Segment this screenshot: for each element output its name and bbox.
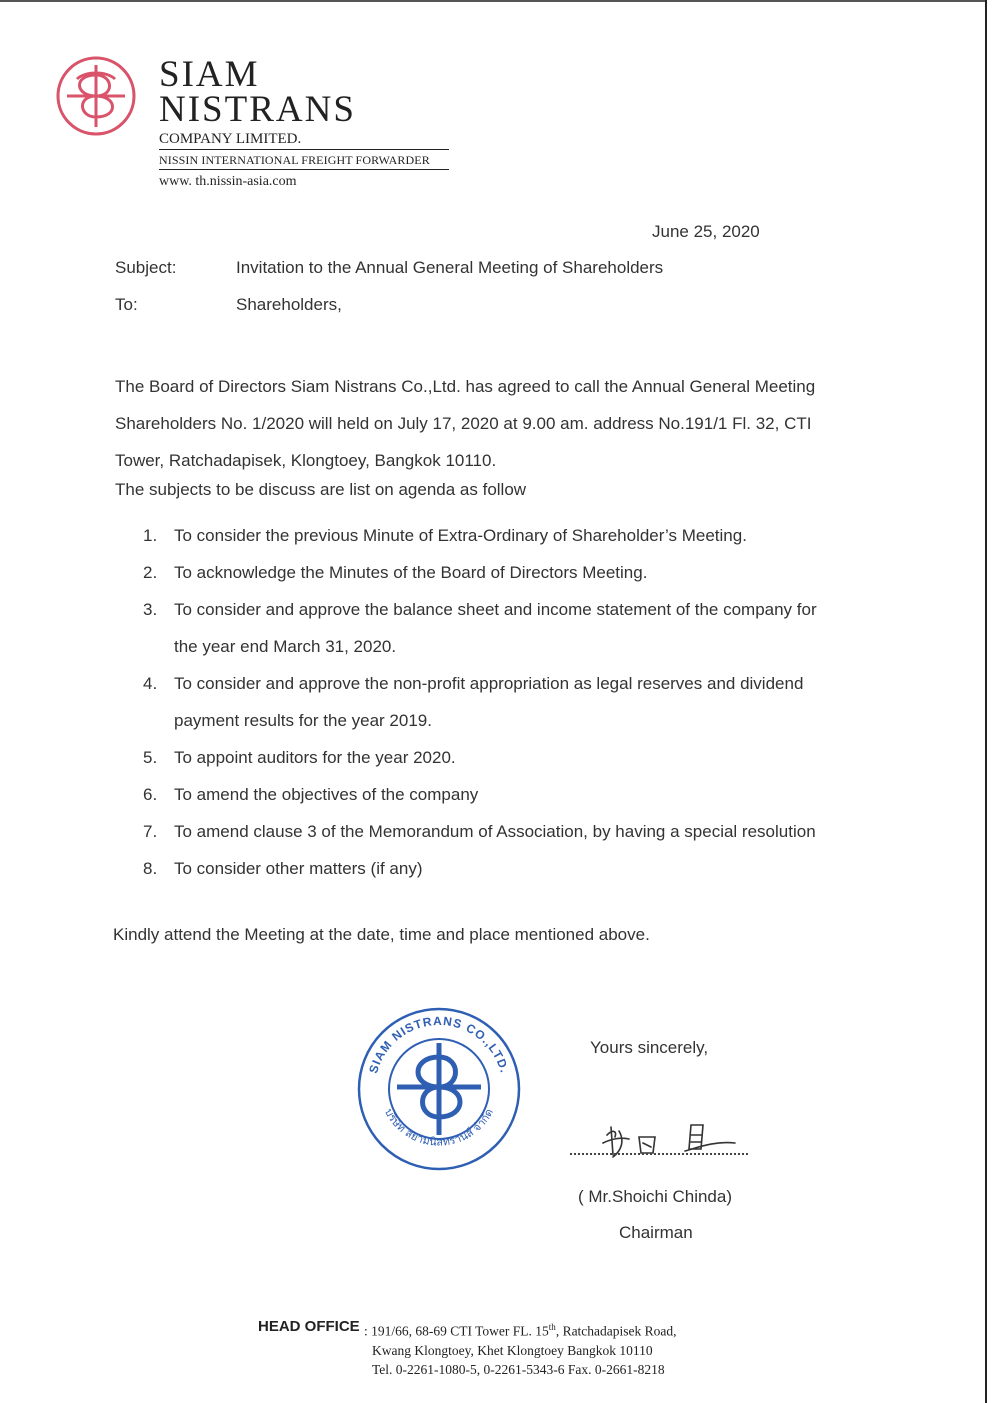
agenda-text: To amend clause 3 of the Memorandum of Association, by having a special resolution: [174, 822, 816, 841]
body-line: Shareholders No. 1/2020 will held on July 17, 2020 at 9.00 am. address No.191/1 Fl. 32, CTI: [115, 414, 812, 433]
agenda-item: [143, 850, 863, 887]
closing-sentence: Kindly attend the Meeting at the date, time and place mentioned above.: [113, 925, 650, 944]
company-name-line2: NISTRANS: [159, 89, 356, 130]
address-line3: Tel. 0-2261-1080-5, 0-2261-5343-6 Fax. 0-2661-8218: [372, 1361, 665, 1377]
agenda-number: 6.: [143, 785, 158, 804]
company-name-line1: SIAM: [159, 54, 260, 95]
signature-line: [570, 1153, 748, 1155]
agenda-item: [143, 591, 863, 665]
agenda-text: the year end March 31, 2020.: [174, 637, 397, 656]
agenda-text: To amend the objectives of the company: [174, 785, 479, 804]
agenda-number: 3.: [143, 600, 158, 619]
agenda-number: 1.: [143, 526, 158, 545]
agenda-number: 2.: [143, 563, 158, 582]
agenda-item: [143, 665, 863, 739]
handwritten-signature-icon: [595, 1117, 745, 1162]
seal-text-top: SIAM NISTRANS CO.,LTD.: [366, 1013, 512, 1075]
agenda-text: To consider and approve the balance sheet and income statement of the company for: [174, 600, 817, 619]
agenda-intro: The subjects to be discuss are list on agenda as follow: [115, 480, 527, 499]
company-website: www. th.nissin-asia.com: [159, 174, 297, 189]
agenda-list: [143, 517, 863, 887]
to-label: To:: [115, 295, 138, 314]
signer-title: Chairman: [619, 1223, 693, 1242]
subject-text: Invitation to the Annual General Meeting of Shareholders: [236, 258, 664, 277]
right-edge-line: [985, 0, 987, 1403]
agenda-text: To consider the previous Minute of Extra-Ordinary of Shareholder’s Meeting.: [174, 526, 747, 545]
agenda-item: [143, 554, 863, 591]
agenda-number: 5.: [143, 748, 158, 767]
address-line1-end: , Ratchadapisek Road,: [555, 1323, 677, 1339]
agenda-number: 7.: [143, 822, 158, 841]
letter-date: June 25, 2020: [652, 222, 760, 241]
agenda-text: To consider and approve the non-profit appropriation as legal reserves and dividend: [174, 674, 804, 693]
company-type: COMPANY LIMITED.: [159, 131, 449, 150]
agenda-item: [143, 739, 863, 776]
sign-off: Yours sincerely,: [590, 1038, 709, 1057]
body-line: The Board of Directors Siam Nistrans Co.,Ltd. has agreed to call the Annual General Meeting: [115, 377, 816, 396]
siam-nistrans-logo-icon: [55, 55, 137, 137]
agenda-text: To acknowledge the Minutes of the Board of Directors Meeting.: [174, 563, 648, 582]
subject-label: Subject:: [115, 258, 177, 277]
head-office-label: HEAD OFFICE: [258, 1318, 360, 1335]
agenda-text: payment results for the year 2019.: [174, 711, 432, 730]
agenda-number: 8.: [143, 859, 158, 878]
seal-text-bottom: บริษัท สยามนิสทรานส์ จำกัด: [382, 1106, 496, 1149]
address-line2: Kwang Klongtoey, Khet Klongtoey Bangkok 10110: [372, 1342, 653, 1358]
address-superscript: th: [548, 1322, 556, 1332]
top-edge-line: [0, 0, 985, 2]
agenda-number: 4.: [143, 674, 158, 693]
company-seal-icon: [355, 1005, 523, 1173]
company-tagline: NISSIN INTERNATIONAL FREIGHT FORWARDER: [159, 153, 449, 170]
agenda-text: To consider other matters (if any): [174, 859, 423, 878]
signer-name: ( Mr.Shoichi Chinda): [578, 1187, 733, 1206]
body-paragraph: [115, 368, 855, 479]
address-line1: : 191/66, 68-69 CTI Tower FL. 15: [364, 1323, 549, 1339]
to-text: Shareholders,: [236, 295, 342, 314]
agenda-item: [143, 813, 863, 850]
agenda-item: [143, 776, 863, 813]
head-office-address: [364, 1318, 677, 1379]
agenda-item: [143, 517, 863, 554]
agenda-text: To appoint auditors for the year 2020.: [174, 748, 456, 767]
body-line: Tower, Ratchadapisek, Klongtoey, Bangkok 10110.: [115, 451, 497, 470]
